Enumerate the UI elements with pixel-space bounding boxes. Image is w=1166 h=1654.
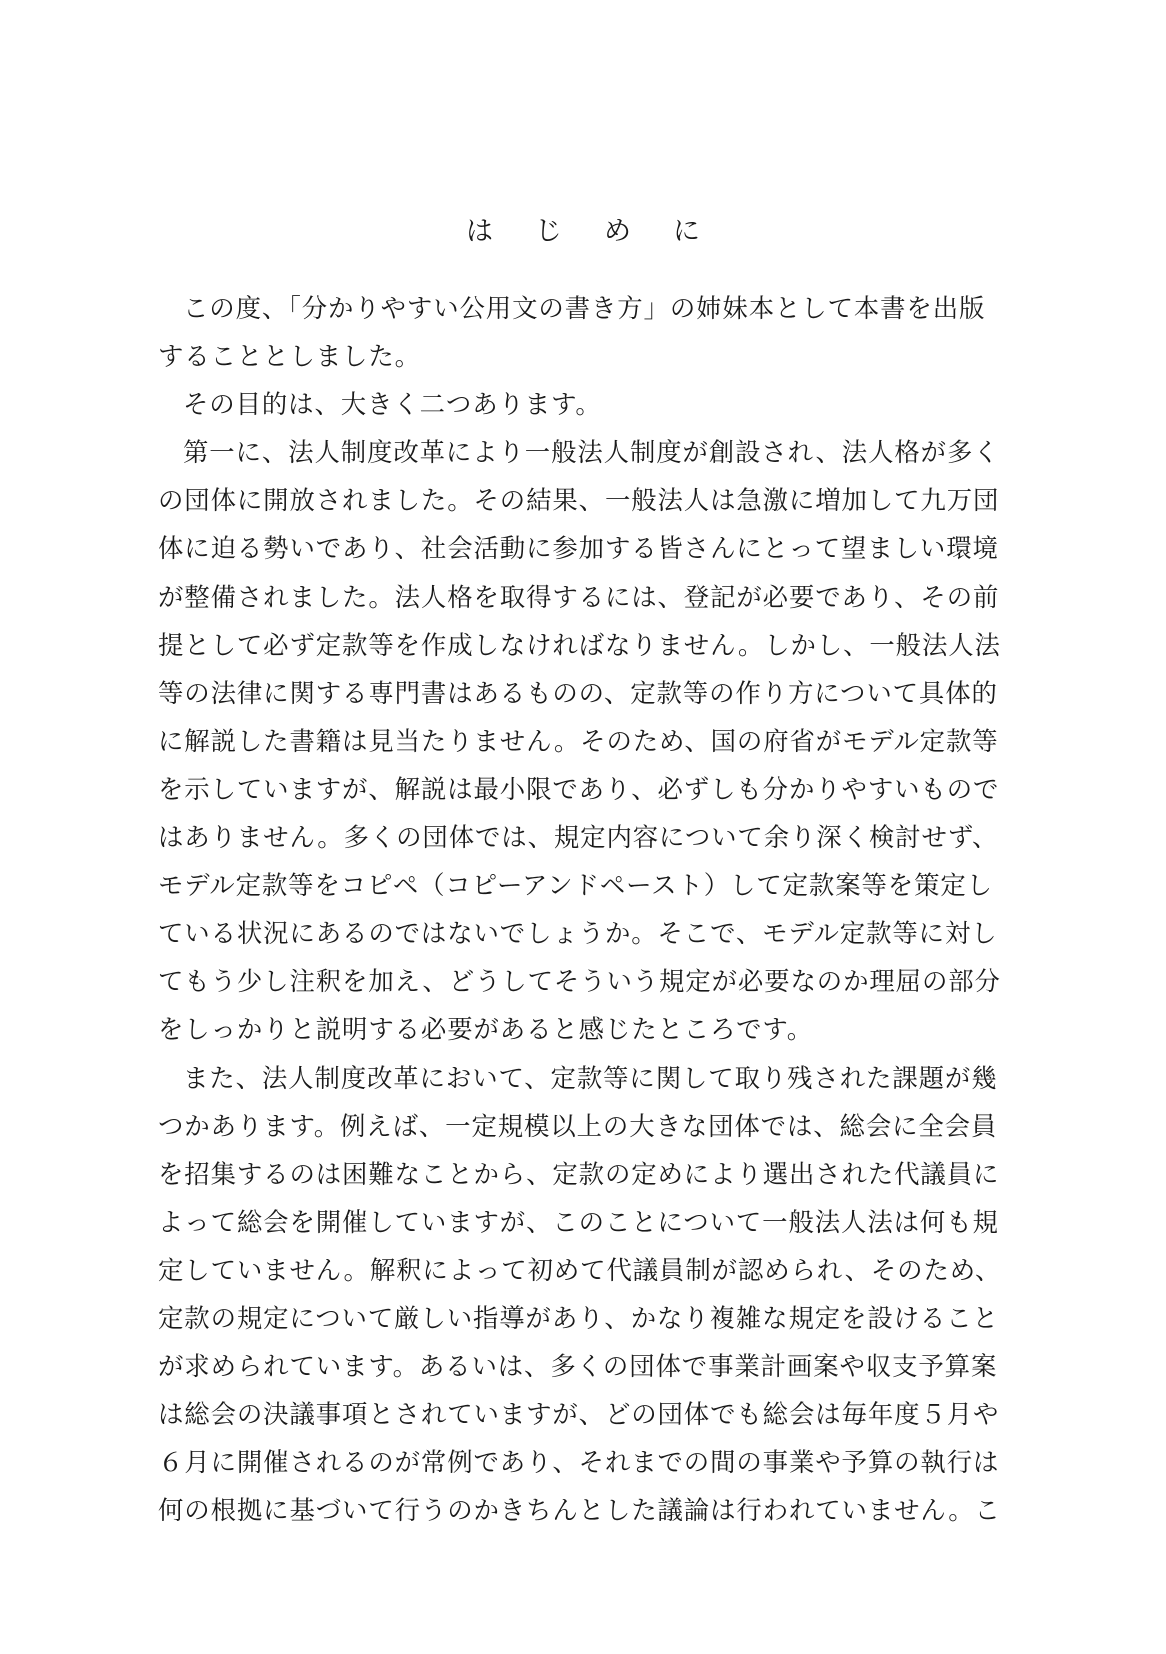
text-line: 何の根拠に基づいて行うのかきちんとした議論は行われていません。こ [158, 1495, 1001, 1526]
text-line: が求められています。あるいは、多くの団体で事業計画案や収支予算案 [158, 1351, 998, 1382]
text-line: に解説した書籍は見当たりません。そのため、国の府省がモデル定款等 [158, 725, 999, 756]
text-line: は総会の決議事項とされていますが、どの団体でも総会は毎年度５月や [158, 1399, 1000, 1430]
text-line: その目的は、大きく二つあります。 [183, 389, 602, 420]
text-line: 第一に、法人制度改革により一般法人制度が創設され、法人格が多く [183, 437, 1000, 468]
text-line: つかあります。例えば、一定規模以上の大きな団体では、総会に全会員 [158, 1110, 998, 1141]
text-line: はありません。多くの団体では、規定内容について余り深く検討せず、 [158, 822, 999, 853]
text-line: てもう少し注釈を加え、どうしてそういう規定が必要なのか理屈の部分 [158, 966, 1001, 997]
page-title [0, 212, 1166, 252]
text-line: の団体に開放されました。その結果、一般法人は急激に増加して九万団 [158, 485, 1000, 516]
text-line: ６月に開催されるのが常例であり、それまでの間の事業や予算の執行は [158, 1447, 1000, 1478]
text-line: 定款の規定について厳しい指導があり、かなり複雑な規定を設けること [158, 1302, 999, 1333]
text-line: が整備されました。法人格を取得するには、登記が必要であり、その前 [158, 581, 1000, 612]
body-text [158, 284, 1040, 1534]
text-line: 体に迫る勢いであり、社会活動に参加する皆さんにとって望ましい環境 [158, 533, 999, 564]
text-line: 提として必ず定款等を作成しなければなりません。しかし、一般法人法 [158, 629, 1001, 660]
text-line: モデル定款等をコピペ（コピーアンドペースト）して定款案等を策定し [158, 870, 993, 901]
text-line: ている状況にあるのではないでしょうか。そこで、モデル定款等に対し [158, 918, 998, 949]
text-line: を招集するのは困難なことから、定款の定めにより選出された代議員に [158, 1158, 1000, 1189]
text-line: この度、「分かりやすい公用文の書き方」の姉妹本として本書を出版 [183, 293, 986, 323]
text-line: 等の法律に関する専門書はあるものの、定款等の作り方について具体的 [158, 677, 998, 708]
text-line: また、法人制度改革において、定款等に関して取り残された課題が幾 [183, 1062, 998, 1093]
text-line: をしっかりと説明する必要があると感じたところです。 [158, 1014, 813, 1045]
title-char: は [466, 216, 493, 247]
title-char: じ [535, 216, 562, 247]
text-line: を示していますが、解説は最小限であり、必ずしも分かりやすいもので [158, 773, 1000, 804]
text-line: 定していません。解釈によって初めて代議員制が認められ、そのため、 [158, 1254, 1002, 1285]
text-line: することとしました。 [158, 341, 421, 372]
text-line: よって総会を開催していますが、このことについて一般法人法は何も規 [158, 1206, 999, 1237]
title-char: め [604, 216, 631, 247]
title-char: に [673, 216, 700, 247]
